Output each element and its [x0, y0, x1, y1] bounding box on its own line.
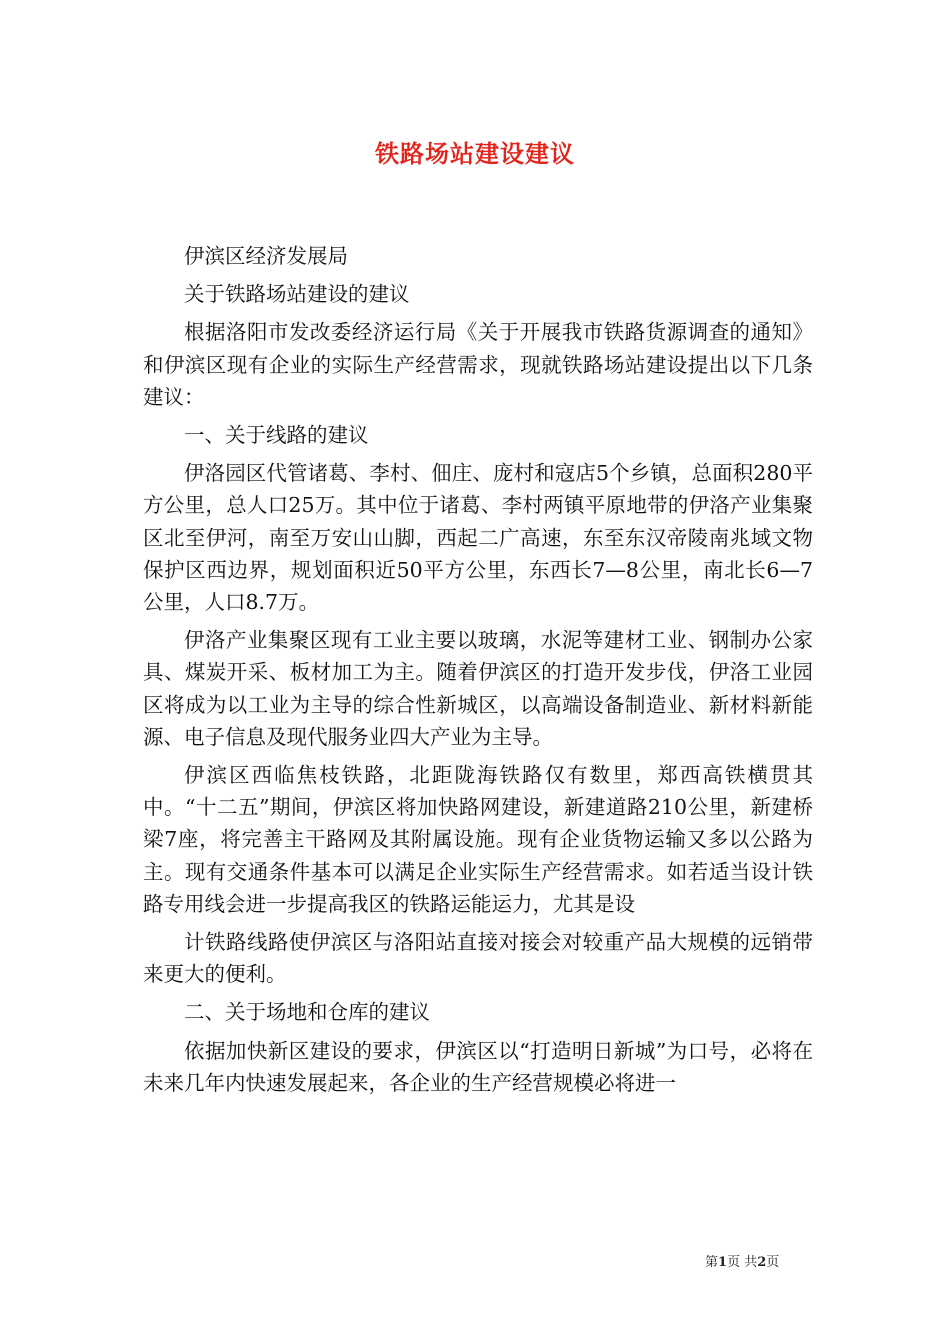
- page-footer: [705, 1251, 779, 1270]
- section-heading-2: 二、关于场地和仓库的建议: [184, 1000, 430, 1025]
- paragraph-area-overview: 伊洛园区代管诸葛、李村、佃庄、庞村和寇店5个乡镇，总面积280平方公里，总人口25万。其中位于诸葛、李村两镇平原地带的伊洛产业集聚区北至伊河，南至万安山山脚，西起二广高速，东至东汉帝陵南兆域文物保护区西边界，规划面积近50平方公里，东西长7—8公里，南北长6—7公里，人口8.7万。: [143, 461, 813, 615]
- section-heading-1: 一、关于线路的建议: [184, 423, 369, 448]
- footer-current-page: 1: [718, 1255, 728, 1270]
- paragraph-issuer: 伊滨区经济发展局: [184, 244, 348, 268]
- paragraph-sites-warehouses: 依据加快新区建设的要求，伊滨区以“打造明日新城”为口号，必将在未来几年内快速发展起来，各企业的生产经营规模必将进一: [143, 1038, 813, 1095]
- footer-total-pages: 2: [757, 1255, 767, 1270]
- footer-prefix: 第: [705, 1255, 719, 1270]
- paragraph-industry: 伊洛产业集聚区现有工业主要以玻璃，水泥等建材工业、钢制办公家具、煤炭开采、板材加工为主。随着伊滨区的打造开发步伐，伊洛工业园区将成为以工业为主导的综合性新城区，以高端设备制造业、新材料新能源、电子信息及现代服务业四大产业为主导。: [143, 628, 813, 749]
- document-title: 铁路场站建设建议: [375, 139, 575, 168]
- paragraph-intro: 根据洛阳市发改委经济运行局《关于开展我市铁路货源调查的通知》和伊滨区现有企业的实际生产经营需求，现就铁路场站建设提出以下几条建议：: [143, 320, 813, 409]
- footer-suffix: 页: [766, 1255, 780, 1270]
- paragraph-transport: 伊滨区西临焦枝铁路，北距陇海铁路仅有数里，郑西高铁横贯其中。“十二五”期间，伊滨区将加快路网建设，新建道路210公里，新建桥梁7座，将完善主干路网及其附属设施。现有企业货物运输又多以公路为主。现有交通条件基本可以满足企业实际生产经营需求。如若适当设计铁路专用线会进一步提高我区的铁路运能运力，尤其是设: [143, 763, 813, 916]
- paragraph-transport-continued: 计铁路线路使伊滨区与洛阳站直接对接会对较重产品大规模的远销带来更大的便利。: [143, 930, 813, 987]
- paragraph-subject: 关于铁路场站建设的建议: [184, 282, 410, 307]
- document-body: [143, 240, 813, 1099]
- footer-middle: 页 共: [727, 1255, 758, 1270]
